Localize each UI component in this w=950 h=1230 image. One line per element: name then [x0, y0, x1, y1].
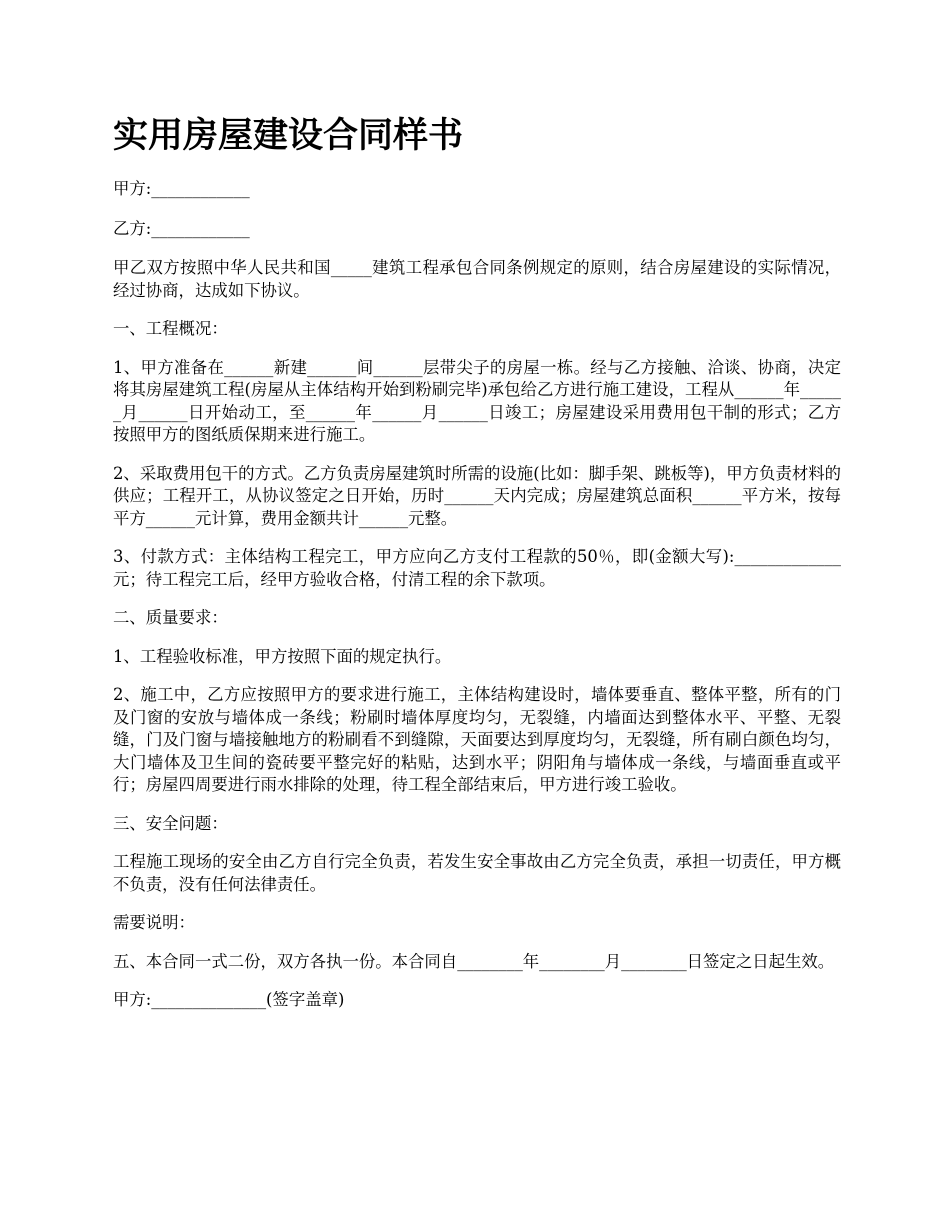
document-page [113, 112, 841, 1028]
signature-line-party-a: 甲方:______________(签字盖章) [113, 990, 345, 1009]
party-a-line: 甲方:____________ [113, 179, 250, 198]
clause-paragraph: 1、甲方准备在______新建______间______层带尖子的房屋一栋。经与乙方接触、洽谈、协商，决定将其房屋建筑工程(房屋从主体结构开始到粉刷完毕)承包给乙方进行施工建设，工程从______年______月______日开始动工，至______年______月______日竣工；房屋建设采用费用包干制的形式；乙方按照甲方的图纸质保期来进行施工。 [113, 357, 841, 444]
clause-paragraph: 2、施工中，乙方应按照甲方的要求进行施工，主体结构建设时，墙体要垂直、整体平整，所有的门及门窗的安放与墙体成一条线；粉刷时墙体厚度均匀，无裂缝，内墙面达到整体水平、平整、无裂缝，门及门窗与墙接触地方的粉刷看不到缝隙，天面要达到厚度均匀，无裂缝，所有刷白颜色均匀，大门墙体及卫生间的瓷砖要平整完好的粘贴，达到水平；阴阳角与墙体成一条线，与墙面垂直或平行；房屋四周要进行雨水排除的处理，待工程全部结束后，甲方进行竣工验收。 [113, 685, 841, 794]
section-heading-safety: 三、安全问题： [113, 813, 228, 833]
clause-paragraph: 工程施工现场的安全由乙方自行完全负责，若发生安全事故由乙方完全负责，承担一切责任，甲方概不负责，没有任何法律责任。 [113, 852, 841, 894]
clause-paragraph: 五、本合同一式二份，双方各执一份。本合同自________年________月________日签定之日起生效。 [113, 951, 835, 971]
section-heading-quality: 二、质量要求： [113, 608, 228, 627]
section-heading-notes: 需要说明： [113, 913, 195, 932]
clause-paragraph: 1、工程验收标准，甲方按照下面的规定执行。 [113, 646, 452, 666]
clause-paragraph: 2、采取费用包干的方式。乙方负责房屋建筑时所需的设施(比如：脚手架、跳板等)，甲方负责材料的供应；工程开工，从协议签定之日开始，历时______天内完成；房屋建筑总面积______平方米，按每平方______元计算，费用金额共计______元整。 [113, 463, 842, 528]
party-b-line: 乙方:____________ [113, 218, 250, 238]
document-title: 实用房屋建设合同样书 [113, 116, 464, 156]
preamble-paragraph: 甲乙双方按照中华人民共和国_____建筑工程承包合同条例规定的原则，结合房屋建设的实际情况，经过协商，达成如下协议。 [113, 258, 841, 300]
clause-paragraph: 3、付款方式：主体结构工程完工，甲方应向乙方支付工程款的50％，即(金额大写):_____________元；待工程完工后，经甲方验收合格，付清工程的余下款项。 [113, 547, 841, 589]
section-heading-project-overview: 一、工程概况： [113, 319, 228, 338]
